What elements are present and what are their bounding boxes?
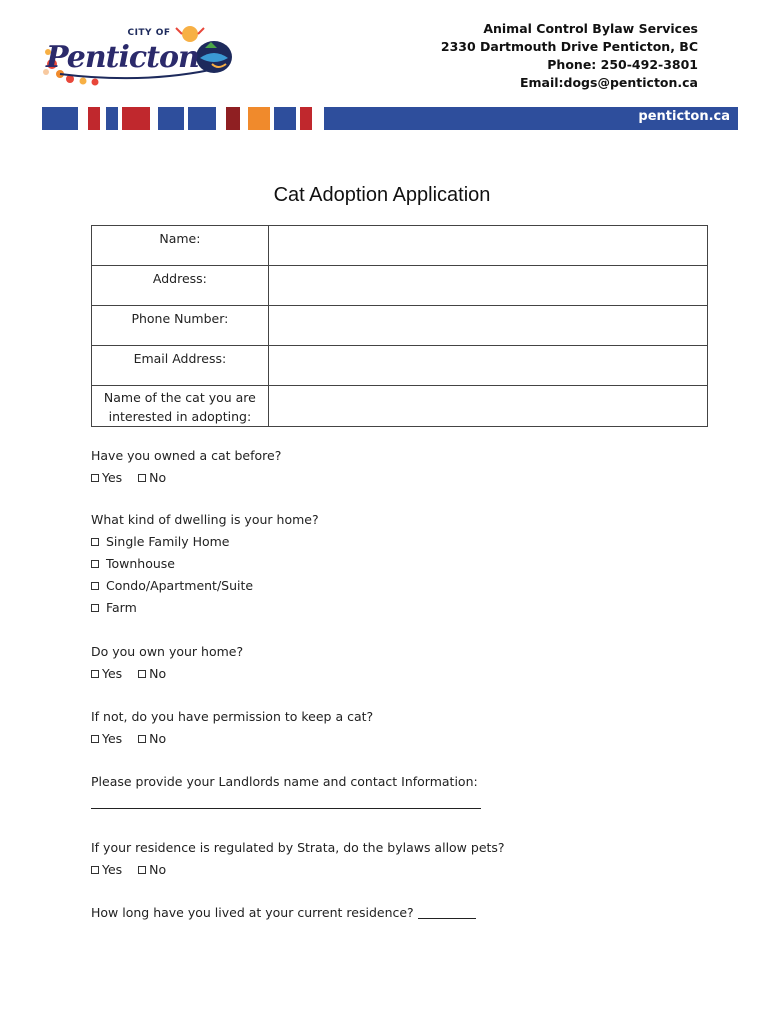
department-phone: Phone: 250-492-3801 bbox=[547, 57, 698, 72]
dwelling-option-condo[interactable]: Condo/Apartment/Suite bbox=[91, 576, 319, 598]
cat-name-label-line1: Name of the cat you are bbox=[103, 390, 256, 405]
dwelling-option-townhouse[interactable]: Townhouse bbox=[91, 554, 319, 576]
residence-length-input[interactable] bbox=[418, 905, 476, 919]
phone-field[interactable] bbox=[268, 306, 707, 346]
strata-yes-option[interactable]: Yes bbox=[91, 860, 122, 880]
checkbox-icon[interactable] bbox=[138, 670, 146, 678]
email-label: Email Address: bbox=[92, 346, 269, 386]
applicant-info-table bbox=[91, 225, 708, 427]
checkbox-icon[interactable] bbox=[138, 474, 146, 482]
own-home-no-option[interactable]: No bbox=[138, 664, 166, 684]
checkbox-icon[interactable] bbox=[91, 670, 99, 678]
logo-city-of: CITY OF bbox=[127, 28, 171, 38]
question-text: If not, do you have permission to keep a cat? bbox=[91, 709, 374, 724]
name-field[interactable] bbox=[268, 226, 707, 266]
checkbox-icon[interactable] bbox=[91, 538, 99, 546]
table-row bbox=[92, 346, 708, 386]
table-row bbox=[92, 386, 708, 427]
checkbox-icon[interactable] bbox=[138, 866, 146, 874]
address-field[interactable] bbox=[268, 266, 707, 306]
cat-name-field[interactable] bbox=[268, 386, 707, 427]
address-label: Address: bbox=[92, 266, 269, 306]
email-field[interactable] bbox=[268, 346, 707, 386]
question-text: Have you owned a cat before? bbox=[91, 448, 282, 463]
checkbox-icon[interactable] bbox=[138, 735, 146, 743]
question-text: How long have you lived at your current residence? bbox=[91, 905, 414, 920]
table-row bbox=[92, 266, 708, 306]
form-title: Cat Adoption Application bbox=[273, 184, 491, 206]
checkbox-icon[interactable] bbox=[91, 604, 99, 612]
name-label: Name: bbox=[92, 226, 269, 266]
department-email: Email:dogs@penticton.ca bbox=[519, 75, 698, 90]
owned-before-no-option[interactable]: No bbox=[138, 468, 166, 488]
own-home-yes-option[interactable]: Yes bbox=[91, 664, 122, 684]
stripe-block bbox=[158, 107, 184, 130]
stripe-block bbox=[42, 107, 78, 130]
owned-before-yes-option[interactable]: Yes bbox=[91, 468, 122, 488]
question-own-home bbox=[91, 642, 243, 686]
checkbox-icon[interactable] bbox=[91, 866, 99, 874]
question-owned-before bbox=[91, 446, 281, 490]
question-text: Please provide your Landlords name and contact Information: bbox=[91, 774, 478, 789]
table-row bbox=[92, 306, 708, 346]
question-residence-length bbox=[91, 903, 476, 925]
permission-yes-option[interactable]: Yes bbox=[91, 729, 122, 749]
contact-block bbox=[441, 20, 698, 92]
question-text: Do you own your home? bbox=[91, 644, 244, 659]
cat-name-label bbox=[92, 386, 269, 427]
department-address: 2330 Dartmouth Drive Penticton, BC bbox=[440, 39, 698, 54]
checkbox-icon[interactable] bbox=[91, 582, 99, 590]
dwelling-option-farm[interactable]: Farm bbox=[91, 598, 319, 620]
logo-wordmark: Penticton bbox=[46, 40, 199, 75]
stripe-block bbox=[188, 107, 216, 130]
dwelling-option-single-family[interactable]: Single Family Home bbox=[91, 532, 319, 554]
question-strata bbox=[91, 838, 505, 882]
question-permission bbox=[91, 707, 373, 751]
department-name: Animal Control Bylaw Services bbox=[483, 21, 698, 36]
question-text: If your residence is regulated by Strata, do the bylaws allow pets? bbox=[91, 840, 505, 855]
checkbox-icon[interactable] bbox=[91, 474, 99, 482]
cat-name-label-line2: interested in adopting: bbox=[108, 409, 252, 424]
question-text: What kind of dwelling is your home? bbox=[91, 512, 319, 527]
stripe-block bbox=[122, 107, 150, 130]
permission-no-option[interactable]: No bbox=[138, 729, 166, 749]
phone-label: Phone Number: bbox=[92, 306, 269, 346]
strata-no-option[interactable]: No bbox=[138, 860, 166, 880]
stripe-block bbox=[274, 107, 296, 130]
checkbox-icon[interactable] bbox=[91, 560, 99, 568]
checkbox-icon[interactable] bbox=[91, 735, 99, 743]
question-landlord bbox=[91, 772, 478, 794]
website-link[interactable]: penticton.ca bbox=[638, 109, 730, 124]
stripe-block bbox=[248, 107, 270, 130]
stripe-block bbox=[300, 107, 312, 130]
stripe-block bbox=[226, 107, 240, 130]
header-color-stripe bbox=[42, 107, 738, 130]
question-dwelling bbox=[91, 510, 319, 620]
city-logo bbox=[40, 24, 236, 90]
stripe-block bbox=[88, 107, 100, 130]
table-row bbox=[92, 226, 708, 266]
stripe-block bbox=[106, 107, 118, 130]
landlord-input-line[interactable] bbox=[91, 808, 481, 809]
